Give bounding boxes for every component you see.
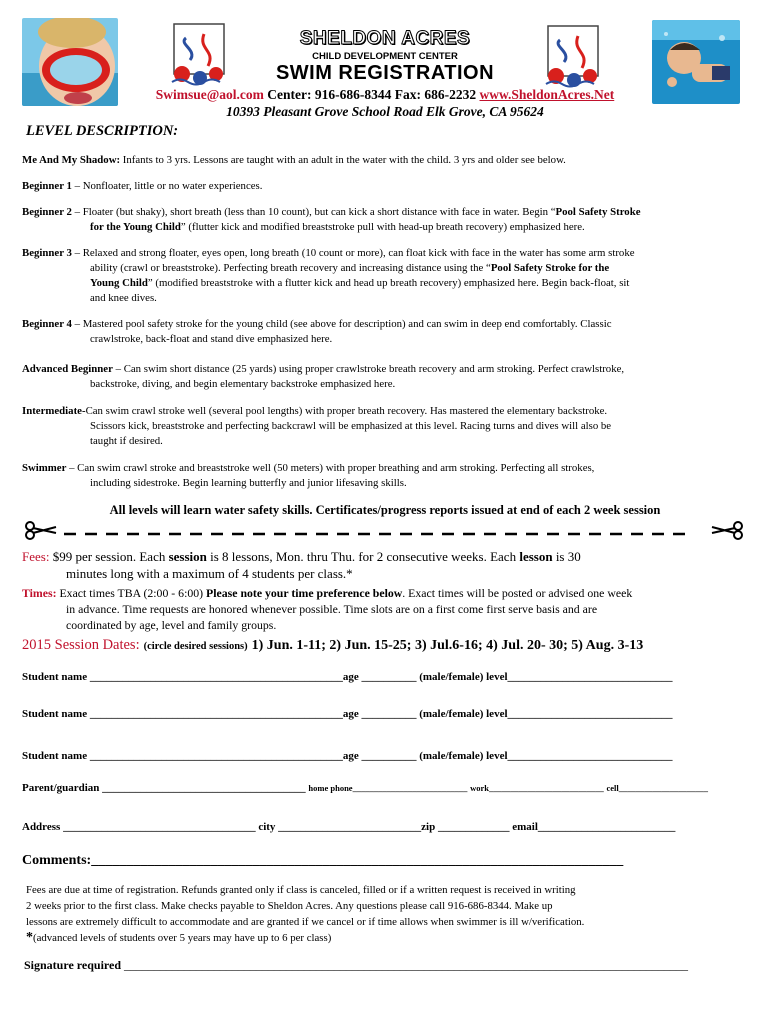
level-me-and-my-shadow: [22, 153, 750, 168]
age-field[interactable]: __________: [361, 750, 417, 762]
level-text: backstroke, diving, and begin elementary backstroke emphasized here.: [90, 378, 396, 390]
level-text: – Can swim short distance (25 yards) using proper crawlstroke breath recovery and arm stroking. Perfect crawlstroke,: [115, 363, 625, 375]
level-text: – Floater (but shaky), short breath (less than 10 count), but can kick a short distance with face in water. Begin “: [74, 206, 556, 218]
level-field[interactable]: ______________________________: [507, 671, 673, 683]
level-beginner-2: [22, 205, 750, 235]
city-field[interactable]: __________________________: [278, 821, 422, 833]
session-dates: [22, 636, 643, 654]
scissors-icon: [712, 522, 742, 539]
center-subtitle: CHILD DEVELOPMENT CENTER: [312, 51, 458, 62]
cut-line: [22, 517, 747, 541]
form-title: SWIM REGISTRATION: [275, 62, 495, 84]
level-name: Swimmer: [22, 462, 67, 474]
website-link[interactable]: www.SheldonAcres.Net: [479, 87, 615, 102]
level-text: including sidestroke. Begin learning butterfly and junior lifesaving skills.: [90, 477, 407, 489]
age-field[interactable]: __________: [361, 671, 417, 683]
center-title: SHELDON ACRES: [299, 28, 471, 49]
level-text: Scissors kick, breaststroke and perfecting backcrawl will be emphasized at this level. Racing turns and dives will also be: [90, 420, 612, 432]
level-bold: for the Young Child: [90, 221, 181, 233]
level-bold: Young Child: [90, 277, 148, 289]
times-paragraph: Times: Exact times TBA (2:00 - 6:00) Please note your time preference below. Exact times will be posted or advised one week in advance. Time requests are honored whenever possible. Time slots are on a first come first serve basis and are coordinated by age, level and family groups.: [22, 586, 633, 632]
level-text: ” (modified breaststroke with a flutter kick and head up breath recovery) emphasized here. Begin back-float, sit: [147, 277, 630, 289]
level-name: Beginner 2: [22, 206, 72, 218]
contact-line: [0, 87, 770, 103]
address-row: Address ___________________________________ city __________________________zip _____________ email_________________________: [22, 821, 676, 833]
email-link[interactable]: Swimsue@aol.com: [155, 87, 264, 102]
parent-row: Parent/guardian _____________________________________ home phone___________________________ work___________________________ cell_____________________: [22, 782, 709, 794]
level-name: Me And My Shadow:: [22, 154, 121, 166]
level-name: Beginner 1: [22, 180, 72, 192]
level-beginner-1: [22, 179, 750, 194]
session-dates-label: 2015 Session Dates:: [22, 637, 140, 653]
level-field[interactable]: ______________________________: [507, 708, 673, 720]
session-hint: (circle desired sessions): [143, 641, 248, 652]
level-name: Beginner 4: [22, 318, 72, 330]
level-beginner-3: [22, 246, 750, 306]
level-text: Infants to 3 yrs. Lessons are taught with an adult in the water with the child. 3 yrs and older see below.: [122, 154, 566, 166]
level-text: ” (flutter kick and modified breaststroke pull with head-up breath recovery) emphasized here.: [180, 221, 585, 233]
level-advanced-beginner: [22, 362, 750, 392]
zip-field[interactable]: _____________: [437, 821, 510, 833]
comments-field[interactable]: ____________________________________________________________________________: [91, 853, 624, 868]
level-text: ability (crawl or breaststroke). Perfecting breath recovery and increasing distance using the “: [90, 262, 491, 274]
level-bold: Pool Safety Stroke for the: [490, 262, 610, 274]
level-swimmer: [22, 461, 750, 491]
level-text: – Nonfloater, little or no water experiences.: [74, 180, 263, 192]
level-bold: Pool Safety Stroke: [555, 206, 641, 218]
level-text: – Relaxed and strong floater, eyes open, long breath (10 count or more), can float kick with face in the water has some arm stroke: [74, 247, 635, 259]
scissors-icon: [26, 522, 56, 539]
signature-field[interactable]: ______________________________________________________________________________________________: [124, 958, 689, 972]
level-name: Intermediate-: [22, 405, 86, 417]
level-text: crawlstroke, back-float and stand dive emphasized here.: [90, 333, 333, 345]
phone-numbers: Center: 916-686-8344 Fax: 686-2232: [267, 87, 477, 102]
parent-name-field[interactable]: _____________________________________: [102, 782, 306, 794]
student-row-1: Student name ______________________________________________age __________ (male/female) level______________________________: [22, 671, 673, 683]
session-date-list[interactable]: 1) Jun. 1-11; 2) Jun. 15-25; 3) Jul.6-16; 4) Jul. 20- 30; 5) Aug. 3-13: [251, 638, 644, 653]
age-field[interactable]: __________: [361, 708, 417, 720]
registration-notes: Fees are due at time of registration. Refunds granted only if class is canceled, filled or if a written request is received in writing 2 weeks prior to the first class. Make checks payable to Sheldon Acres. Any questions please call 916-686-8344. Make up lessons are extremely difficult to accommodate and are granted if we cancel or if time allows when swimmer is ill w/verification. *(advanced levels of students over 5 years may have up to 6 per class): [26, 884, 585, 945]
level-field[interactable]: ______________________________: [507, 750, 673, 762]
level-text: – Mastered pool safety stroke for the young child (see above for description) and can swim in deep end comfortably. Classic: [74, 318, 612, 330]
fees-paragraph: Fees: $99 per session. Each session is 8 lessons, Mon. thru Thu. for 2 consecutive weeks. Each lesson is 30 minutes long with a maximum of 4 students per class.*: [22, 549, 581, 581]
student-row-3: Student name ______________________________________________age __________ (male/female) level______________________________: [22, 750, 673, 762]
all-levels-note: All levels will learn water safety skills. Certificates/progress reports issued at end of each 2 week session: [109, 503, 661, 517]
email-field[interactable]: _________________________: [537, 821, 676, 833]
center-address: 10393 Pleasant Grove School Road Elk Grove, CA 95624: [226, 104, 544, 119]
student-row-2: Student name ______________________________________________age __________ (male/female) level______________________________: [22, 708, 673, 720]
student-name-field[interactable]: ______________________________________________: [89, 671, 343, 683]
level-text: taught if desired.: [90, 435, 163, 447]
level-description-heading: LEVEL DESCRIPTION:: [26, 123, 179, 139]
comments-row: Comments:____________________________________________________________________________: [22, 853, 624, 868]
address-field[interactable]: ___________________________________: [63, 821, 256, 833]
cell-phone-field[interactable]: _____________________: [618, 783, 709, 793]
level-text: Can swim crawl stroke well (several pool lengths) with proper breath recovery. Has mastered the elementary backstroke.: [85, 405, 608, 417]
student-name-field[interactable]: ______________________________________________: [89, 708, 343, 720]
level-text: – Can swim crawl stroke and breaststroke well (50 meters) with proper breathing and arm stroking. Perfecting all strokes,: [69, 462, 595, 474]
level-name: Beginner 3: [22, 247, 72, 259]
level-beginner-4: [22, 317, 750, 347]
fees-label: Fees:: [22, 549, 50, 564]
times-label: Times:: [22, 586, 57, 600]
level-text: and knee dives.: [90, 292, 157, 304]
level-intermediate: [22, 404, 750, 449]
home-phone-field[interactable]: ___________________________: [352, 783, 468, 793]
work-phone-field[interactable]: ___________________________: [488, 783, 604, 793]
student-name-field[interactable]: ______________________________________________: [89, 750, 343, 762]
signature-row: Signature required ______________________________________________________________________________________________: [24, 958, 689, 972]
level-name: Advanced Beginner: [22, 363, 113, 375]
